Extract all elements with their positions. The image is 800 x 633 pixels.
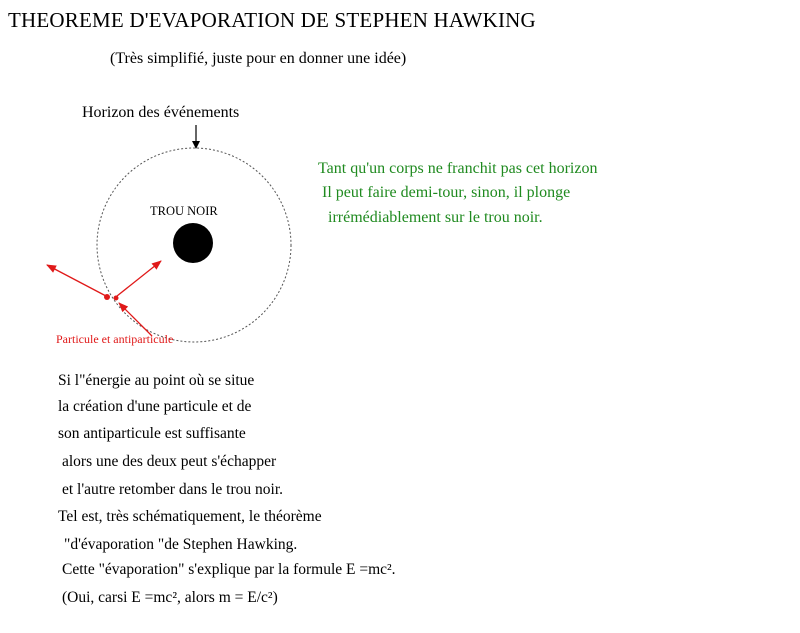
page-title: THEOREME D'EVAPORATION DE STEPHEN HAWKING xyxy=(8,8,536,32)
explanation-line: Si l"énergie au point où se situe xyxy=(58,372,255,389)
infalling-particle-arrow xyxy=(117,261,161,296)
black-hole-label: TROU NOIR xyxy=(150,204,218,218)
horizon-note-line: irrémédiablement sur le trou noir. xyxy=(328,209,543,226)
horizon-note-line: Il peut faire demi-tour, sinon, il plonge xyxy=(322,184,571,201)
explanation-line: "d'évaporation "de Stephen Hawking. xyxy=(64,536,298,553)
horizon-note-line: Tant qu'un corps ne franchit pas cet horizon xyxy=(318,160,598,177)
explanation-line: Tel est, très schématiquement, le théorème xyxy=(58,508,322,525)
escaping-particle-arrow xyxy=(47,265,106,296)
particle-pair-label: Particule et antiparticule xyxy=(56,332,174,346)
explanation-line: son antiparticule est suffisante xyxy=(58,425,246,442)
antiparticle-dot xyxy=(114,296,119,301)
page-subtitle: (Très simplifié, juste pour en donner une idée) xyxy=(110,50,407,67)
explanation-line: (Oui, carsi E =mc², alors m = E/c²) xyxy=(62,589,278,606)
explanation-line: alors une des deux peut s'échapper xyxy=(62,453,277,470)
black-hole-disk xyxy=(173,223,213,263)
explanation-line: et l'autre retomber dans le trou noir. xyxy=(62,481,284,498)
explanation-line: Cette "évaporation" s'explique par la formule E =mc². xyxy=(62,561,396,578)
explanation-line: la création d'une particule et de xyxy=(58,398,252,415)
horizon-label: Horizon des événements xyxy=(82,104,240,121)
